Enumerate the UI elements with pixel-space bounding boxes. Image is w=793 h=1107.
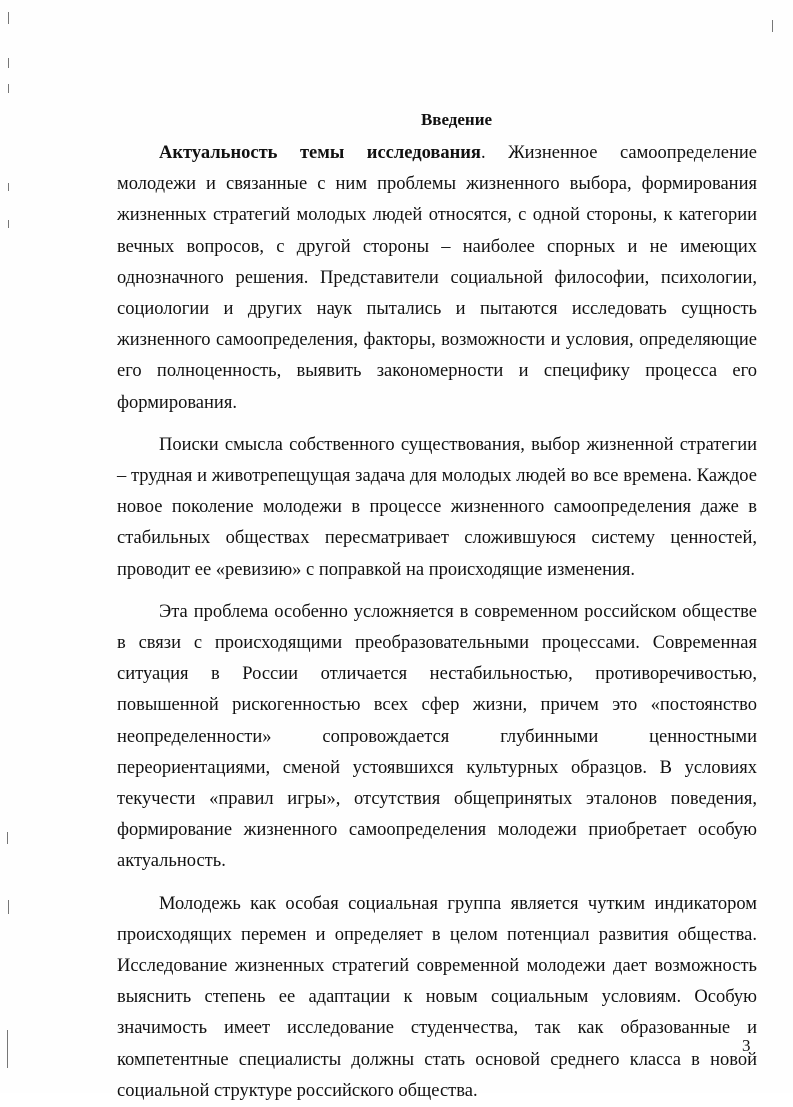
body-text	[117, 138, 757, 1107]
page-number: 3	[742, 1036, 751, 1055]
scan-artifact-mark	[8, 84, 9, 93]
paragraph: Молодежь как особая социальная группа является чутким индикатором происходящих перемен и определяет в целом потенциал развития общества. Исследование жизненных стратегий современной молодежи дает возможность выяснить степень ее адаптации к новым социальным условиям. Особую значимость имеет исследование студенчества, так как образованные и компетентные специалисты должны стать основой среднего класса в новой социальной структуре российского общества.	[117, 893, 757, 1101]
scan-artifact-mark	[8, 58, 9, 68]
scan-artifact-mark	[8, 220, 9, 228]
scan-artifact-mark	[7, 1030, 8, 1068]
paragraph: Поиски смысла собственного существования, выбор жизненной стратегии – трудная и животрепещущая задача для молодых людей во все времена. Каждое новое поколение молодежи в процессе жизненного самоопределения даже в стабильных обществах пересматривает сложившуюся систему ценностей, проводит ее «ревизию» с поправкой на происходящие изменения.	[117, 434, 757, 580]
scan-artifact-mark	[8, 900, 9, 914]
scan-artifact-mark	[772, 20, 773, 32]
scan-artifact-mark	[7, 832, 8, 844]
scan-artifact-mark	[8, 12, 9, 24]
paragraph-relevance	[117, 138, 757, 419]
page-title: Введение	[420, 110, 493, 129]
paragraph-lead: Актуальность темы исследования	[159, 143, 481, 163]
paragraph: Эта проблема особенно усложняется в современном российском обществе в связи с происходящими преобразовательными процессами. Современная ситуация в России отличается нестабильностью, противоречивостью, повышенной рискогенностью всех сфер жизни, причем это «постоянство неопределенности» сопровождается глубинными ценностными переориентациями, сменой устоявшихся культурных образцов. В условиях текучести «правил игры», отсутствия общепринятых эталонов поведения, формирование жизненного самоопределения молодежи приобретает особую актуальность.	[117, 601, 757, 872]
paragraph-text: . Жизненное самоопределение молодежи и связанные с ним проблемы жизненного выбора, формирования жизненных стратегий молодых людей относятся, с одной стороны, к категории вечных вопросов, с другой стороны – наиболее спорных и не имеющих однозначного решения. Представители социальной философии, психологии, социологии и других наук пытались и пытаются исследовать сущность жизненного самоопределения, факторы, возможности и условия, определяющие его полноценность, выявить закономерности и специфику процесса его формирования.	[117, 143, 758, 413]
scan-artifact-mark	[8, 183, 9, 191]
